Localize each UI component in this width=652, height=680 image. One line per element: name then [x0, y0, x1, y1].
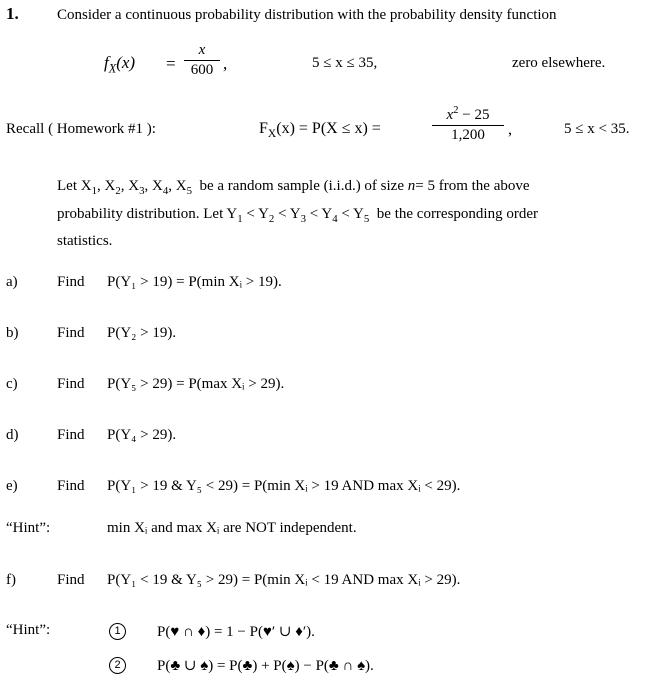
cdf-comma: , [508, 121, 512, 138]
circled-number-1: 1 [109, 623, 126, 640]
part-c-label: c) [6, 376, 18, 392]
part-d-expression: P(Y₄ > 29). [107, 427, 177, 443]
sample-line2-start: probability distribution. Let Y [57, 206, 238, 222]
sample-line3: statistics. [57, 233, 113, 249]
sample-line1-end: = 5 from the above [415, 178, 530, 194]
part-f-label: f) [6, 572, 16, 588]
circled-number-2: 2 [109, 657, 126, 674]
part-a-expression: P(Y₁ > 19) = P(min Xᵢ > 19). [107, 274, 282, 290]
cdf-fraction [432, 104, 504, 143]
pdf-equals: = [166, 54, 176, 73]
hint-f-item-2-text: P(♣ ∪ ♠) = P(♣) + P(♠) − P(♣ ∩ ♠). [157, 658, 374, 674]
hint-f-item-1 [109, 622, 126, 640]
pdf-comma: , [223, 54, 228, 73]
sample-line1-start: Let X [57, 178, 92, 194]
part-b-find: Find [57, 325, 85, 341]
part-e-expression: P(Y₁ > 19 & Y₅ < 29) = P(min Xᵢ > 19 AND max Xᵢ < 29). [107, 478, 461, 494]
part-d-find: Find [57, 427, 85, 443]
pdf-lhs: f [104, 53, 109, 72]
pdf-lhs-arg: (x) [116, 53, 136, 72]
sample-line2-end: be the corresponding order [376, 206, 538, 222]
sample-line1-mid: be a random sample (i.i.d.) of size [199, 178, 404, 194]
hint-f-item-1-text: P(♥ ∩ ♦) = 1 − P(♥′ ∪ ♦′). [157, 624, 315, 640]
hint-e-label: “Hint”: [6, 520, 51, 536]
cdf-range: 5 ≤ x < 35. [564, 121, 630, 137]
cdf-lhs-sub: X [267, 128, 277, 141]
cdf-num-base: x [446, 107, 454, 123]
part-c-expression: P(Y₅ > 29) = P(max Xᵢ > 29). [107, 376, 285, 392]
pdf-elsewhere: zero elsewhere. [512, 55, 606, 71]
cdf-lhs: F [259, 120, 268, 137]
part-a-label: a) [6, 274, 18, 290]
hint-f-label: “Hint”: [6, 622, 51, 638]
sample-n: n [407, 178, 416, 194]
cdf-lhs-rest: (x) = P(X ≤ x) = [276, 120, 381, 137]
pdf-numerator: x [198, 42, 206, 58]
recall-label: Recall ( Homework #1 ): [6, 121, 156, 137]
cdf-num-sup: 2 [453, 104, 459, 116]
part-d-label: d) [6, 427, 19, 443]
part-e-find: Find [57, 478, 85, 494]
cdf-denominator: 1,200 [451, 126, 485, 143]
part-f-expression: P(Y₁ < 19 & Y₅ > 29) = P(min Xᵢ < 19 AND max Xᵢ > 29). [107, 572, 461, 588]
pdf-fraction [184, 42, 220, 78]
part-a-find: Find [57, 274, 85, 290]
part-e-label: e) [6, 478, 18, 494]
cdf-num-rest: − 25 [458, 107, 490, 123]
part-f-find: Find [57, 572, 85, 588]
pdf-denominator: 600 [190, 61, 214, 78]
part-b-expression: P(Y₂ > 19). [107, 325, 177, 341]
part-c-find: Find [57, 376, 85, 392]
problem-number: 1. [6, 4, 19, 23]
part-b-label: b) [6, 325, 19, 341]
hint-f-item-2 [109, 656, 126, 674]
problem-intro: Consider a continuous probability distribution with the probability density function [57, 7, 557, 23]
hint-e-text: min Xᵢ and max Xᵢ are NOT independent. [107, 520, 357, 536]
pdf-range: 5 ≤ x ≤ 35, [312, 55, 378, 71]
pdf-lhs-sub: X [108, 61, 117, 76]
